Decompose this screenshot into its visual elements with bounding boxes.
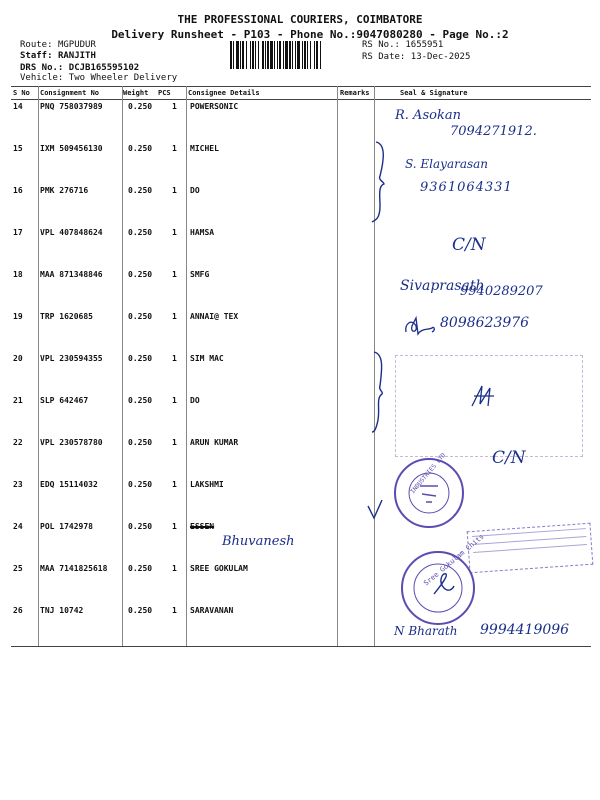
row-pcs: 1 xyxy=(172,144,177,153)
row-consignee: SIM MAC xyxy=(190,354,224,363)
row-pcs: 1 xyxy=(172,186,177,195)
barcode-bar xyxy=(320,41,321,69)
barcode-bar xyxy=(242,41,244,69)
table-header xyxy=(0,89,600,99)
signature-row18-phone: 9940289207 xyxy=(460,284,543,299)
table-top-rule xyxy=(11,86,591,87)
row-consignee: ESSEN xyxy=(190,522,215,531)
row-pcs: 1 xyxy=(172,270,177,279)
barcode-bar xyxy=(295,41,296,69)
row-sno: 14 xyxy=(13,102,23,111)
row-consignment: SLP 642467 xyxy=(40,396,89,405)
round-stamp-label: INDUSTRIES LTD xyxy=(409,451,448,496)
barcode-bar xyxy=(250,41,251,69)
row-consignment: VPL 230594355 xyxy=(40,354,103,363)
row-weight: 0.250 xyxy=(128,186,153,195)
barcode-bar xyxy=(265,41,266,69)
staff-line xyxy=(20,51,96,61)
mark-row17: C/N xyxy=(452,235,486,255)
signature-row14-phone: 7094271912. xyxy=(450,124,537,139)
row-pcs: 1 xyxy=(172,396,177,405)
signature-row18-name: Sivaprasath xyxy=(400,278,485,294)
col-pcs: PCS xyxy=(158,89,171,97)
signature-row14-name: R. Asokan xyxy=(395,108,461,123)
row-consignment: TNJ 10742 xyxy=(40,606,84,615)
barcode-bar xyxy=(277,41,278,69)
row-weight: 0.250 xyxy=(128,270,153,279)
runsheet-title: Delivery Runsheet - P103 - Phone No.:9047080280 - Page No.:2 xyxy=(111,28,509,41)
row-weight: 0.250 xyxy=(128,606,153,615)
row-sno: 20 xyxy=(13,354,23,363)
signature-row19-phone: 8098623976 xyxy=(440,315,530,331)
barcode-bar xyxy=(302,41,303,69)
row-sno: 15 xyxy=(13,144,23,153)
row-consignee: ANNAI@ TEX xyxy=(190,312,239,321)
drs-line xyxy=(20,63,139,73)
row-pcs: 1 xyxy=(172,480,177,489)
barcode-bar xyxy=(274,41,275,69)
row-pcs: 1 xyxy=(172,354,177,363)
company-title: THE PROFESSIONAL COURIERS, COIMBATORE xyxy=(177,13,423,26)
address-stamp xyxy=(467,523,594,574)
rs-no-line xyxy=(362,40,443,50)
row-consignee: SREE GOKULAM xyxy=(190,564,248,573)
row-weight: 0.250 xyxy=(128,438,153,447)
row-pcs: 1 xyxy=(172,564,177,573)
drs-label: DRS No.: xyxy=(20,63,64,73)
initials-scribble-row25 xyxy=(428,570,458,600)
row-sno: 24 xyxy=(13,522,23,531)
initials-scribble-row21 xyxy=(468,382,498,410)
row-consignment: IXM 509456130 xyxy=(40,144,103,153)
barcode-bar xyxy=(297,41,300,69)
rs-date-value: 13-Dec-2025 xyxy=(410,52,471,62)
staff-value: RANJITH xyxy=(57,51,96,61)
barcode-bar xyxy=(304,41,306,69)
row-sno: 23 xyxy=(13,480,23,489)
row-weight: 0.250 xyxy=(128,564,153,573)
row-pcs: 1 xyxy=(172,312,177,321)
row-sno: 21 xyxy=(13,396,23,405)
barcode-bar xyxy=(255,41,256,69)
col-weight: Weight xyxy=(123,89,149,97)
col-seal: Seal & Signature xyxy=(400,89,468,97)
barcode-bar xyxy=(240,41,241,69)
barcode-bar xyxy=(270,41,273,69)
rs-date-label: RS Date: xyxy=(362,52,406,62)
signature-row26-phone: 9994419096 xyxy=(480,622,570,638)
row-consignment: VPL 230578780 xyxy=(40,438,103,447)
row-weight: 0.250 xyxy=(128,396,153,405)
row-consignment: VPL 407848624 xyxy=(40,228,103,237)
row-weight: 0.250 xyxy=(128,144,153,153)
row-consignee: MICHEL xyxy=(190,144,219,153)
row-sno: 17 xyxy=(13,228,23,237)
row-weight: 0.250 xyxy=(128,522,153,531)
col-sno: S No xyxy=(13,89,30,97)
row-consignee: DO xyxy=(190,396,200,405)
row-consignee: ARUN KUMAR xyxy=(190,438,239,447)
barcode-bar xyxy=(267,41,269,69)
barcode-bar xyxy=(279,41,281,69)
signature-row26-name: N Bharath xyxy=(394,624,458,638)
row-sno: 19 xyxy=(13,312,23,321)
row-consignment: TRP 1620685 xyxy=(40,312,93,321)
row-weight: 0.250 xyxy=(128,312,153,321)
row-pcs: 1 xyxy=(172,102,177,111)
barcode-bar xyxy=(258,41,259,69)
row-sno: 18 xyxy=(13,270,23,279)
row-pcs: 1 xyxy=(172,606,177,615)
row-consignment: PNQ 758037989 xyxy=(40,102,103,111)
row-consignee: DO xyxy=(190,186,200,195)
vehicle-line xyxy=(20,73,177,83)
barcode-bar xyxy=(236,41,239,69)
barcode-bar xyxy=(283,41,284,69)
barcode-bar xyxy=(233,41,234,69)
barcode-bar xyxy=(314,41,315,69)
bracket-rows-20-21 xyxy=(370,350,390,434)
drs-value: DCJB165595102 xyxy=(68,63,140,73)
bracket-rows-15-16 xyxy=(370,140,390,224)
row-consignment: MAA 7141825618 xyxy=(40,564,108,573)
signature-row15-name: S. Elayarasan xyxy=(405,157,489,171)
table-row xyxy=(0,480,600,522)
row-consignee: HAMSA xyxy=(190,228,215,237)
row-consignee: SMFG xyxy=(190,270,210,279)
row-weight: 0.250 xyxy=(128,354,153,363)
col-consignee: Consignee Details xyxy=(188,89,260,97)
row-sno: 22 xyxy=(13,438,23,447)
table-row xyxy=(0,228,600,270)
row-pcs: 1 xyxy=(172,438,177,447)
row-sno: 26 xyxy=(13,606,23,615)
staff-label: Staff: xyxy=(20,51,53,61)
initials-scribble-row19 xyxy=(402,316,438,338)
row-consignment: POL 1742978 xyxy=(40,522,93,531)
gokulam-stamp-label: Sree Gokulam Chits xyxy=(422,532,486,588)
row-sno: 25 xyxy=(13,564,23,573)
barcode-bar xyxy=(316,41,318,69)
col-remarks: Remarks xyxy=(340,89,370,97)
mark-row22: C/N xyxy=(492,448,526,468)
row-consignee: POWERSONIC xyxy=(190,102,239,111)
vehicle-label: Vehicle: xyxy=(20,73,64,83)
barcode xyxy=(230,41,358,69)
route-label: Route: xyxy=(20,40,53,50)
table-header-rule xyxy=(11,99,591,100)
rs-date-line xyxy=(362,52,470,62)
row-weight: 0.250 xyxy=(128,102,153,111)
barcode-bar xyxy=(262,41,264,69)
signature-row24-name: Bhuvanesh xyxy=(222,534,295,549)
row-consignment: PMK 276716 xyxy=(40,186,89,195)
row-consignee: SARAVANAN xyxy=(190,606,234,615)
barcode-bar xyxy=(310,41,311,69)
row-consignment: MAA 871348846 xyxy=(40,270,103,279)
barcode-bar xyxy=(246,41,247,69)
barcode-bar xyxy=(285,41,288,69)
barcode-bar xyxy=(289,41,291,69)
barcode-bar xyxy=(230,41,232,69)
barcode-bar xyxy=(252,41,254,69)
rs-no-label: RS No.: xyxy=(362,40,400,50)
vehicle-value: Two Wheeler Delivery xyxy=(68,73,178,83)
route-value: MGPUDUR xyxy=(57,40,96,50)
barcode-bar xyxy=(307,41,308,69)
barcode-bar xyxy=(292,41,293,69)
row-weight: 0.250 xyxy=(128,228,153,237)
row-consignee: LAKSHMI xyxy=(190,480,224,489)
row-sno: 16 xyxy=(13,186,23,195)
row-consignment: EDQ 15114032 xyxy=(40,480,98,489)
row-pcs: 1 xyxy=(172,522,177,531)
row-weight: 0.250 xyxy=(128,480,153,489)
rs-no-value: 1655951 xyxy=(405,40,444,50)
col-consignment: Consignment No xyxy=(40,89,100,97)
route-line xyxy=(20,40,96,50)
row-pcs: 1 xyxy=(172,228,177,237)
tick-mark-row23 xyxy=(366,498,384,520)
signature-row15-phone: 9361064331 xyxy=(420,180,513,195)
